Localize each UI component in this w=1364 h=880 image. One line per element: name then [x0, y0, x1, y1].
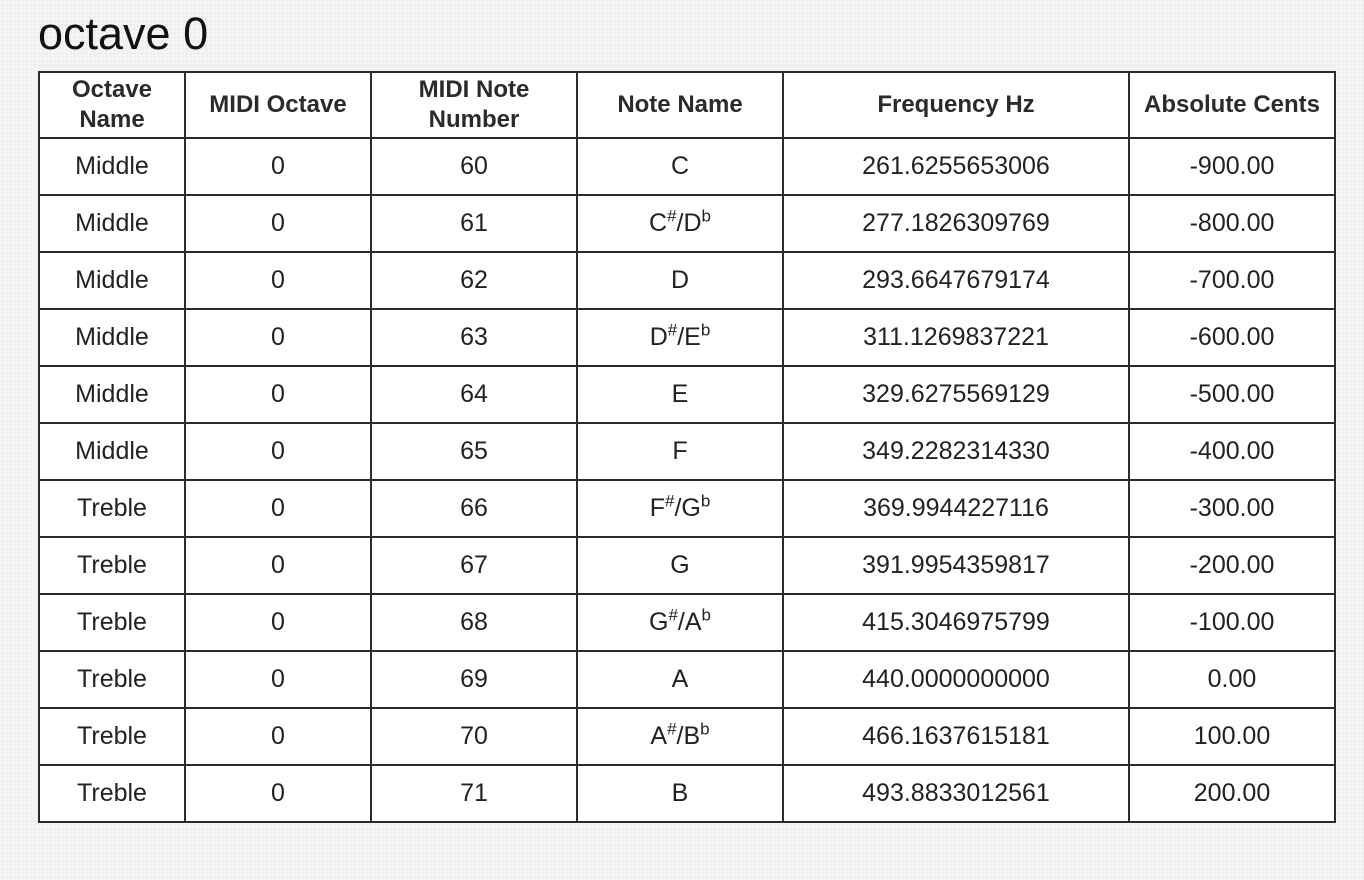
cell-octave-name: Middle	[39, 195, 185, 252]
flat-symbol: b	[700, 320, 711, 340]
cell-absolute-cents: 0.00	[1129, 651, 1335, 708]
cell-midi-note-number: 70	[371, 708, 577, 765]
cell-frequency-hz: 277.1826309769	[783, 195, 1129, 252]
cell-midi-octave: 0	[185, 309, 371, 366]
cell-midi-note-number: 61	[371, 195, 577, 252]
cell-frequency-hz: 293.6647679174	[783, 252, 1129, 309]
cell-midi-octave: 0	[185, 138, 371, 195]
cell-octave-name: Middle	[39, 366, 185, 423]
sharp-symbol: #	[667, 719, 677, 739]
cell-midi-octave: 0	[185, 252, 371, 309]
note-frequency-table	[38, 71, 1336, 823]
cell-octave-name: Middle	[39, 309, 185, 366]
sharp-symbol: #	[668, 605, 678, 625]
cell-frequency-hz: 391.9954359817	[783, 537, 1129, 594]
table-row	[39, 708, 1335, 765]
cell-absolute-cents: 100.00	[1129, 708, 1335, 765]
note-letter: B	[671, 779, 689, 807]
cell-absolute-cents: -700.00	[1129, 252, 1335, 309]
cell-absolute-cents: -500.00	[1129, 366, 1335, 423]
cell-midi-octave: 0	[185, 366, 371, 423]
note-letter: E	[671, 380, 689, 408]
table-row	[39, 480, 1335, 537]
table-row	[39, 651, 1335, 708]
cell-absolute-cents: -400.00	[1129, 423, 1335, 480]
cell-note-name	[577, 708, 783, 765]
cell-frequency-hz: 261.6255653006	[783, 138, 1129, 195]
cell-midi-octave: 0	[185, 423, 371, 480]
table-row	[39, 138, 1335, 195]
cell-note-name	[577, 651, 783, 708]
cell-octave-name: Middle	[39, 252, 185, 309]
note-letter: D	[649, 323, 668, 351]
header-octave-name: Octave Name	[39, 72, 185, 138]
cell-octave-name: Treble	[39, 651, 185, 708]
cell-frequency-hz: 440.0000000000	[783, 651, 1129, 708]
cell-midi-note-number: 64	[371, 366, 577, 423]
cell-note-name	[577, 138, 783, 195]
header-absolute-cents: Absolute Cents	[1129, 72, 1335, 138]
flat-note-letter: /D	[676, 209, 702, 237]
cell-midi-note-number: 69	[371, 651, 577, 708]
cell-midi-note-number: 62	[371, 252, 577, 309]
cell-absolute-cents: -200.00	[1129, 537, 1335, 594]
cell-octave-name: Middle	[39, 138, 185, 195]
cell-frequency-hz: 493.8833012561	[783, 765, 1129, 822]
note-letter: C	[670, 152, 690, 180]
flat-symbol: b	[701, 206, 711, 226]
cell-midi-octave: 0	[185, 708, 371, 765]
cell-octave-name: Treble	[39, 537, 185, 594]
sharp-symbol: #	[667, 320, 678, 340]
table-row	[39, 366, 1335, 423]
cell-midi-note-number: 60	[371, 138, 577, 195]
flat-symbol: b	[701, 605, 711, 625]
table-row	[39, 309, 1335, 366]
flat-symbol: b	[700, 491, 711, 511]
cell-midi-octave: 0	[185, 651, 371, 708]
cell-midi-octave: 0	[185, 765, 371, 822]
cell-midi-note-number: 65	[371, 423, 577, 480]
cell-note-name	[577, 765, 783, 822]
cell-absolute-cents: 200.00	[1129, 765, 1335, 822]
cell-octave-name: Treble	[39, 594, 185, 651]
cell-absolute-cents: -600.00	[1129, 309, 1335, 366]
page-title: octave 0	[38, 8, 209, 59]
cell-frequency-hz: 466.1637615181	[783, 708, 1129, 765]
cell-midi-note-number: 66	[371, 480, 577, 537]
cell-frequency-hz: 349.2282314330	[783, 423, 1129, 480]
cell-note-name	[577, 423, 783, 480]
cell-note-name	[577, 594, 783, 651]
table-row	[39, 765, 1335, 822]
cell-octave-name: Treble	[39, 708, 185, 765]
cell-midi-note-number: 63	[371, 309, 577, 366]
flat-note-letter: /B	[676, 722, 701, 750]
cell-note-name	[577, 309, 783, 366]
cell-frequency-hz: 311.1269837221	[783, 309, 1129, 366]
cell-midi-octave: 0	[185, 480, 371, 537]
cell-frequency-hz: 369.9944227116	[783, 480, 1129, 537]
cell-midi-note-number: 68	[371, 594, 577, 651]
cell-midi-note-number: 71	[371, 765, 577, 822]
note-letter: G	[670, 551, 690, 579]
table-row	[39, 423, 1335, 480]
cell-midi-octave: 0	[185, 594, 371, 651]
note-letter: A	[650, 722, 668, 750]
cell-frequency-hz: 329.6275569129	[783, 366, 1129, 423]
cell-note-name	[577, 537, 783, 594]
cell-note-name	[577, 252, 783, 309]
note-letter: A	[671, 665, 689, 693]
flat-symbol: b	[700, 719, 710, 739]
cell-frequency-hz: 415.3046975799	[783, 594, 1129, 651]
note-letter: G	[648, 608, 669, 636]
header-midi-note-number: MIDI Note Number	[371, 72, 577, 138]
sharp-symbol: #	[667, 206, 677, 226]
note-letter: F	[649, 494, 665, 522]
note-letter: C	[649, 209, 668, 237]
note-letter: F	[672, 437, 688, 465]
cell-note-name	[577, 366, 783, 423]
header-frequency-hz: Frequency Hz	[783, 72, 1129, 138]
table-row	[39, 252, 1335, 309]
sharp-symbol: #	[664, 491, 675, 511]
flat-note-letter: /E	[677, 323, 701, 351]
cell-octave-name: Treble	[39, 765, 185, 822]
flat-note-letter: /G	[674, 494, 701, 522]
cell-absolute-cents: -100.00	[1129, 594, 1335, 651]
cell-absolute-cents: -300.00	[1129, 480, 1335, 537]
table-row	[39, 594, 1335, 651]
cell-absolute-cents: -900.00	[1129, 138, 1335, 195]
cell-midi-note-number: 67	[371, 537, 577, 594]
cell-note-name	[577, 195, 783, 252]
table-header-row	[39, 72, 1335, 138]
header-midi-octave: MIDI Octave	[185, 72, 371, 138]
table-row	[39, 537, 1335, 594]
cell-midi-octave: 0	[185, 195, 371, 252]
table-row	[39, 195, 1335, 252]
cell-absolute-cents: -800.00	[1129, 195, 1335, 252]
cell-octave-name: Middle	[39, 423, 185, 480]
note-letter: D	[670, 266, 690, 294]
cell-octave-name: Treble	[39, 480, 185, 537]
flat-note-letter: /A	[677, 608, 702, 636]
cell-note-name	[577, 480, 783, 537]
cell-midi-octave: 0	[185, 537, 371, 594]
header-note-name: Note Name	[577, 72, 783, 138]
